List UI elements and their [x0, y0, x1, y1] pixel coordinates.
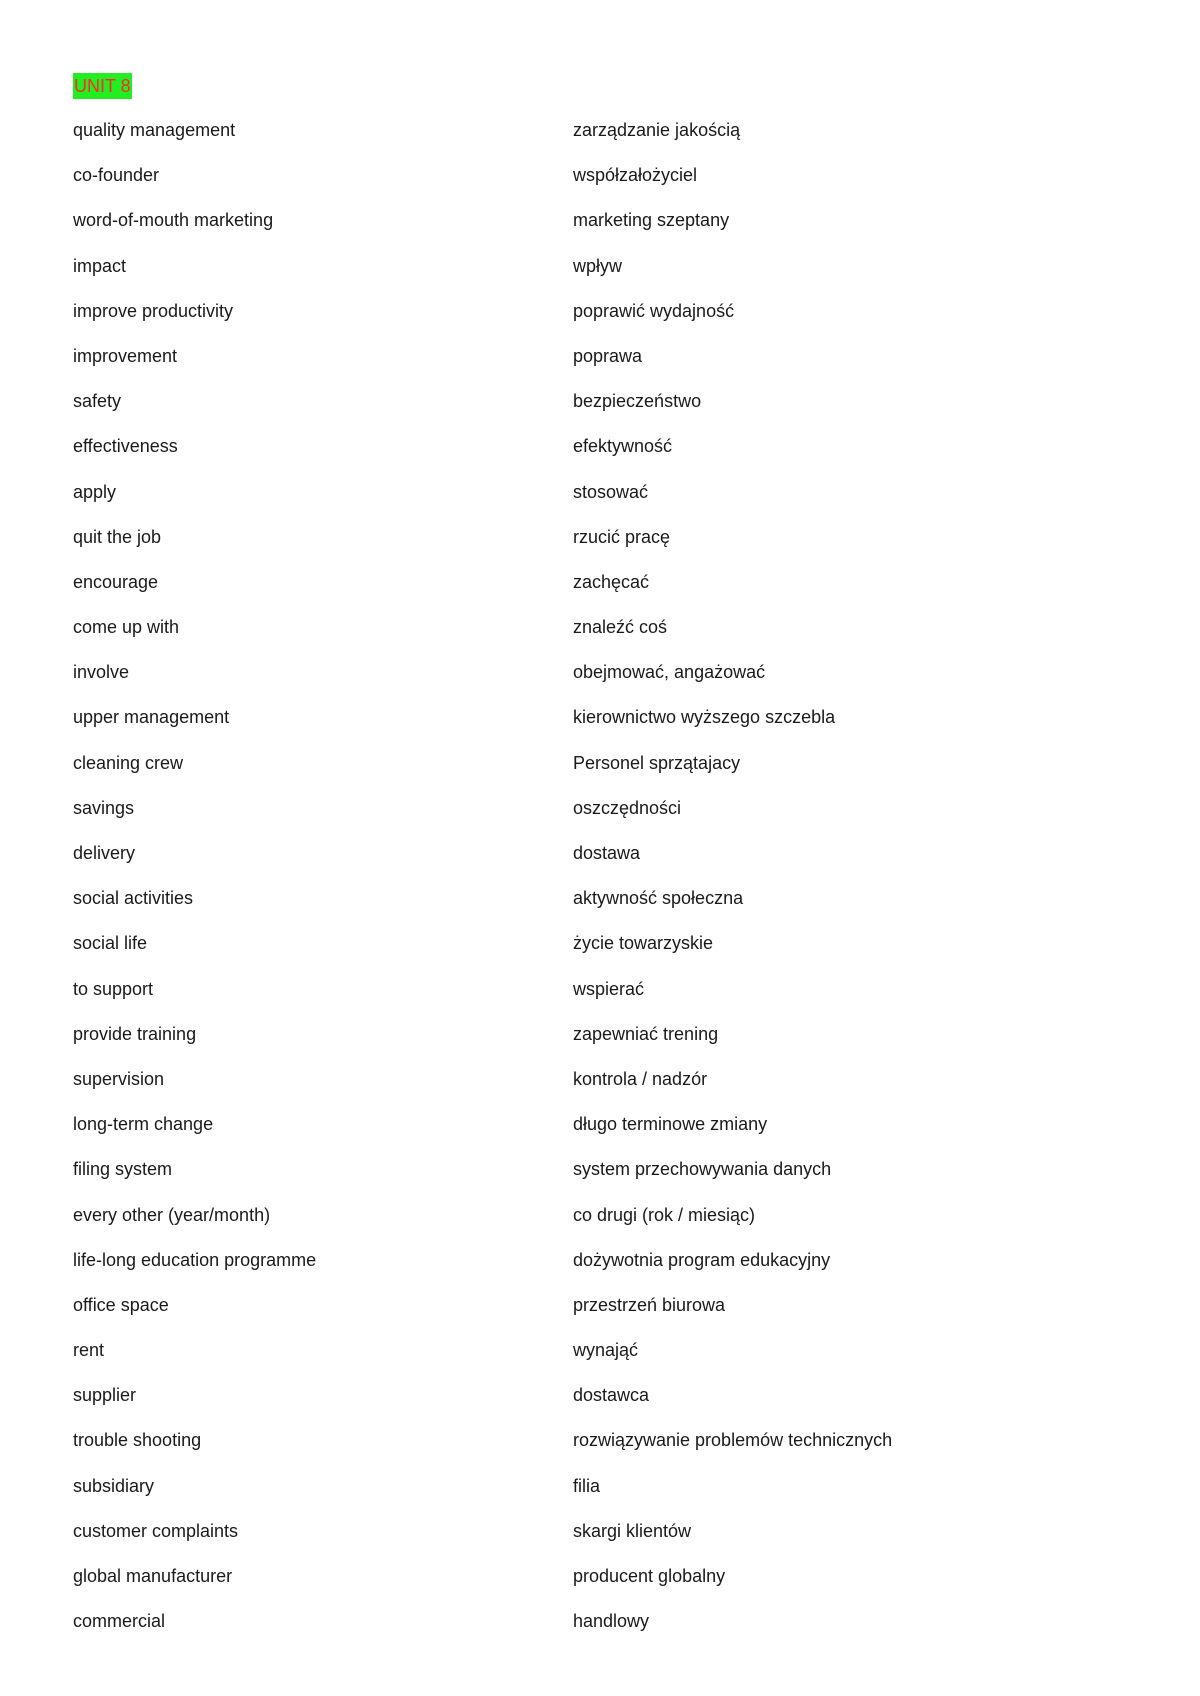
vocab-row [73, 251, 1173, 296]
polish-translation: wpływ [573, 255, 623, 276]
english-term: quality management [73, 120, 236, 140]
english-term: come up with [73, 617, 180, 638]
vocab-row [73, 1064, 1173, 1109]
english-term: word-of-mouth marketing [73, 210, 274, 231]
english-term: rent [73, 1340, 105, 1361]
english-term: improve productivity [73, 300, 234, 321]
vocab-row [73, 793, 1173, 838]
polish-translation: rzucić pracę [573, 526, 671, 547]
vocab-row [73, 160, 1173, 205]
polish-translation: Personel sprzątajacy [573, 752, 741, 773]
vocab-row [73, 1471, 1173, 1516]
vocab-row [73, 1019, 1173, 1064]
vocab-row [73, 612, 1173, 657]
polish-translation: efektywność [573, 436, 673, 457]
vocab-row [73, 1606, 1173, 1651]
english-term: supplier [73, 1385, 137, 1406]
vocab-row [73, 974, 1173, 1019]
english-term: social activities [73, 888, 194, 909]
polish-translation: handlowy [573, 1611, 650, 1632]
english-term: co-founder [73, 165, 160, 186]
polish-translation: kierownictwo wyższego szczebla [573, 707, 836, 728]
vocab-row [73, 205, 1173, 250]
english-term: supervision [73, 1068, 165, 1089]
polish-translation: filia [573, 1475, 601, 1496]
english-term: savings [73, 797, 135, 818]
polish-translation: dożywotnia program edukacyjny [573, 1249, 831, 1270]
polish-translation: oszczędności [573, 797, 682, 818]
polish-translation: współzałożyciel [573, 165, 698, 186]
english-term: apply [73, 481, 117, 502]
vocab-row [73, 1561, 1173, 1606]
vocab-row [73, 1425, 1173, 1470]
polish-translation: wynająć [573, 1340, 639, 1361]
vocab-row [73, 928, 1173, 973]
vocab-row [73, 522, 1173, 567]
english-term: quit the job [73, 526, 162, 547]
polish-translation: przestrzeń biurowa [573, 1294, 726, 1315]
polish-translation: zapewniać trening [573, 1023, 719, 1044]
english-term: office space [73, 1294, 169, 1315]
english-term: commercial [73, 1611, 166, 1632]
english-term: global manufacturer [73, 1566, 233, 1586]
polish-translation: poprawa [573, 345, 643, 366]
unit-heading: UNIT 8 [73, 73, 132, 99]
polish-translation: aktywność społeczna [573, 888, 744, 909]
english-term: long-term change [73, 1114, 214, 1135]
vocab-row [73, 748, 1173, 793]
polish-translation: producent globalny [573, 1566, 726, 1586]
english-term: upper management [73, 707, 230, 728]
vocab-row [73, 386, 1173, 431]
vocab-row [73, 1290, 1173, 1335]
vocab-row [73, 1516, 1173, 1561]
polish-translation: marketing szeptany [573, 210, 730, 231]
vocab-row [73, 702, 1173, 747]
english-term: effectiveness [73, 436, 178, 457]
english-term: subsidiary [73, 1475, 155, 1496]
vocab-row [73, 883, 1173, 928]
english-term: trouble shooting [73, 1430, 202, 1451]
polish-translation: system przechowywania danych [573, 1159, 832, 1180]
english-term: customer complaints [73, 1520, 239, 1541]
vocab-row [73, 341, 1173, 386]
vocab-row [73, 477, 1173, 522]
polish-translation: zachęcać [573, 571, 650, 592]
polish-translation: bezpieczeństwo [573, 391, 702, 412]
vocab-row [73, 296, 1173, 341]
english-term: delivery [73, 843, 136, 863]
english-term: improvement [73, 345, 178, 366]
polish-translation: skargi klientów [573, 1520, 692, 1541]
polish-translation: znaleźć coś [573, 617, 668, 638]
english-term: involve [73, 662, 130, 683]
vocab-row [73, 1380, 1173, 1425]
english-term: filing system [73, 1159, 173, 1180]
english-term: encourage [73, 571, 159, 592]
english-term: provide training [73, 1023, 197, 1044]
polish-translation: poprawić wydajność [573, 300, 735, 321]
vocab-row [73, 1154, 1173, 1199]
english-term: life-long education programme [73, 1249, 317, 1270]
polish-translation: zarządzanie jakością [573, 120, 741, 140]
english-term: cleaning crew [73, 752, 184, 773]
polish-translation: życie towarzyskie [573, 933, 714, 954]
vocab-row [73, 1335, 1173, 1380]
polish-translation: dostawa [573, 843, 641, 863]
english-term: social life [73, 933, 148, 954]
polish-translation: wspierać [573, 978, 645, 999]
vocabulary-list [73, 115, 1173, 1651]
polish-translation: kontrola / nadzór [573, 1068, 708, 1089]
english-term: safety [73, 391, 122, 412]
vocab-row [73, 431, 1173, 476]
vocab-row [73, 1109, 1173, 1154]
polish-translation: obejmować, angażować [573, 662, 766, 683]
vocab-row [73, 657, 1173, 702]
vocab-row [73, 1200, 1173, 1245]
english-term: impact [73, 255, 127, 276]
english-term: every other (year/month) [73, 1204, 271, 1225]
polish-translation: rozwiązywanie problemów technicznych [573, 1430, 893, 1451]
polish-translation: stosować [573, 481, 649, 502]
polish-translation: długo terminowe zmiany [573, 1114, 768, 1135]
vocab-row [73, 1245, 1173, 1290]
polish-translation: co drugi (rok / miesiąc) [573, 1204, 756, 1225]
vocab-row [73, 838, 1173, 883]
vocab-row [73, 567, 1173, 612]
polish-translation: dostawca [573, 1385, 650, 1406]
vocab-row [73, 115, 1173, 160]
english-term: to support [73, 978, 154, 999]
